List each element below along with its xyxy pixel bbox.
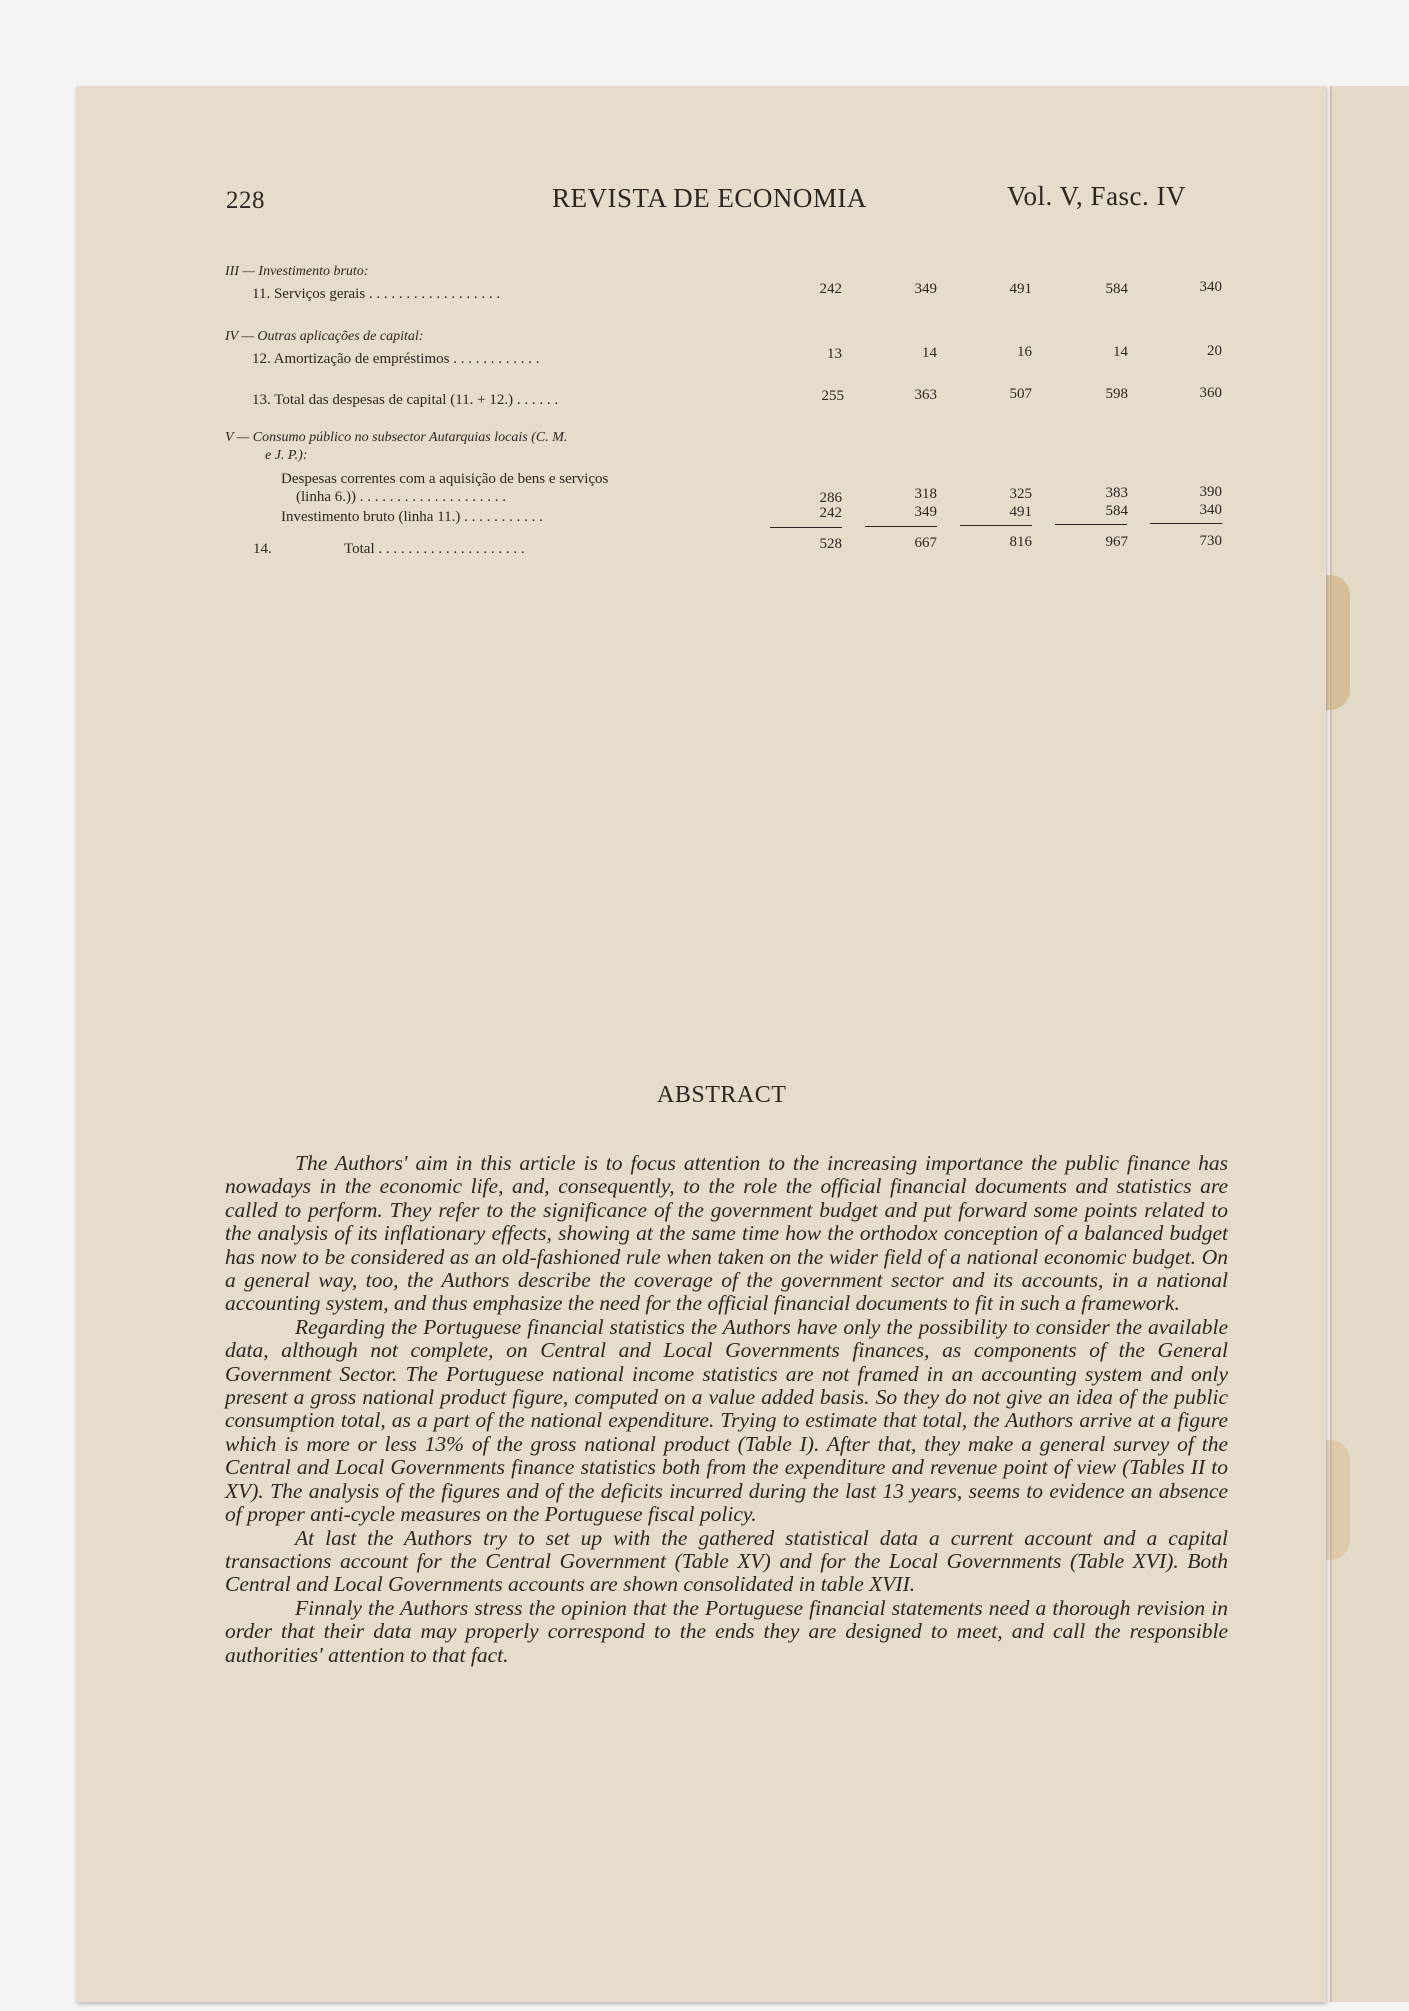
table-cell: 383 [1105,485,1128,501]
table-cell: 255 [821,388,844,404]
table-cell: 13 [827,346,842,362]
table-cell: 14 [922,345,937,361]
table-cell: 967 [1105,534,1128,550]
sum-underline [1055,524,1127,525]
table-cell: 816 [1009,534,1032,550]
volume-label: Vol. V, Fasc. IV [1007,181,1187,211]
abstract-paragraph: At last the Authors try to set up with the gathered statistical data a current account and a capital transactions account for the Central Government (Table XV) and for the Local Governments (Table XVI). Both Central and Local Governments accounts are shown consolidated in table XVII. [225,1525,1228,1597]
row-label: Total . . . . . . . . . . . . . . . . . . . . [344,541,525,557]
sum-underline [770,527,842,528]
abstract-paragraph: Finnaly the Authors stress the opinion that the Portuguese financial statements need a thorough revision in order that their data may properly correspond to the ends they are designed to meet, and call the responsible authorities' attention to that fact. [225,1595,1228,1667]
table-cell: 730 [1199,533,1222,549]
abstract-paragraph: Regarding the Portuguese financial statistics the Authors have only the possibility to consider the available data, although not complete, on Central and Local Governments finances, as components of the General Government Sector. The Portuguese national income statistics are not framed in an accounting system and only present a gross national product figure, computed on a value added basis. So they do not give an idea of the public consumption total, as a part of the national expenditure. Trying to estimate that total, the Authors arrive at a figure which is more or less 13% of the gross national product (Table I). After that, they make a general survey of the Central and Local Governments finance statistics both from the expenditure and revenue point of view (Tables II to XV). The analysis of the figures and of the deficits incurred during the last 13 years, seems to evidence an absence of proper anti-cycle measures on the Portuguese fiscal policy. [225,1314,1228,1527]
sum-underline [960,525,1032,526]
row-number: 14. [253,541,272,557]
table-cell: 363 [914,387,937,403]
table-cell: 340 [1199,502,1222,518]
table-cell: 667 [914,535,937,551]
row-label: Investimento bruto (linha 11.) . . . . . . . . . . . [281,509,543,525]
table-cell: 242 [819,281,842,297]
abstract-paragraph: The Authors' aim in this article is to focus attention to the increasing importance the public finance has nowadays in the economic life, and, consequently, to the role the official financial documents and statistics are called to perform. They refer to the significance of the government budget and put forward some points related to the analysis of its inflationary effects, showing at the same time how the orthodox conception of a balanced budget has now to be considered as an old-fashioned rule when taken on the wider field of a national economic budget. On a general way, too, the Authors describe the coverage of the government sector and its accounts, in a national accounting system, and thus emphasize the need for the official financial documents to fit in such a framework. [225,1151,1228,1316]
sum-underline [865,526,937,527]
table-cell: 349 [914,504,937,520]
table-cell: 325 [1009,486,1032,502]
row-label-cont: (linha 6.)) . . . . . . . . . . . . . . . . . . . . [296,489,506,505]
table-cell: 340 [1199,279,1222,295]
table-cell: 528 [819,536,842,552]
abstract-body [225,1152,1228,1667]
section-heading: V — Consumo público no subsector Autarquias locais (C. M. [225,430,568,445]
table-cell: 14 [1113,344,1128,360]
table-cell: 507 [1009,386,1032,402]
table-cell: 390 [1199,484,1222,500]
abstract-heading: ABSTRACT [657,1082,787,1108]
row-label: 12. Amortização de empréstimos . . . . . . . . . . . . [252,351,540,367]
table-cell: 584 [1105,281,1128,297]
table-cell: 20 [1207,343,1222,359]
journal-title: REVISTA DE ECONOMIA [552,183,867,213]
page-number: 228 [226,187,265,214]
journal-page [76,86,1326,2002]
adjacent-page-edge [1330,86,1409,2002]
table-cell: 286 [819,490,842,506]
section-heading: IV — Outras aplicações de capital: [225,329,424,344]
table-cell: 360 [1199,385,1222,401]
section-heading-cont: e J. P.): [265,448,308,463]
table-cell: 491 [1009,504,1032,520]
table-cell: 584 [1105,503,1128,519]
table-cell: 242 [819,505,842,521]
table-cell: 16 [1017,344,1032,360]
table-cell: 318 [914,486,937,502]
row-label: 13. Total das despesas de capital (11. + 12.) . . . . . . [252,392,559,408]
table-cell: 349 [914,281,937,297]
table-cell: 491 [1009,281,1032,297]
sum-underline [1150,523,1222,524]
section-heading: III — Investimento bruto: [225,264,369,279]
table-cell: 598 [1105,386,1128,402]
row-label: Despesas correntes com a aquisição de bens e serviços [281,471,609,487]
row-label: 11. Serviços gerais . . . . . . . . . . . . . . . . . . [252,286,501,302]
